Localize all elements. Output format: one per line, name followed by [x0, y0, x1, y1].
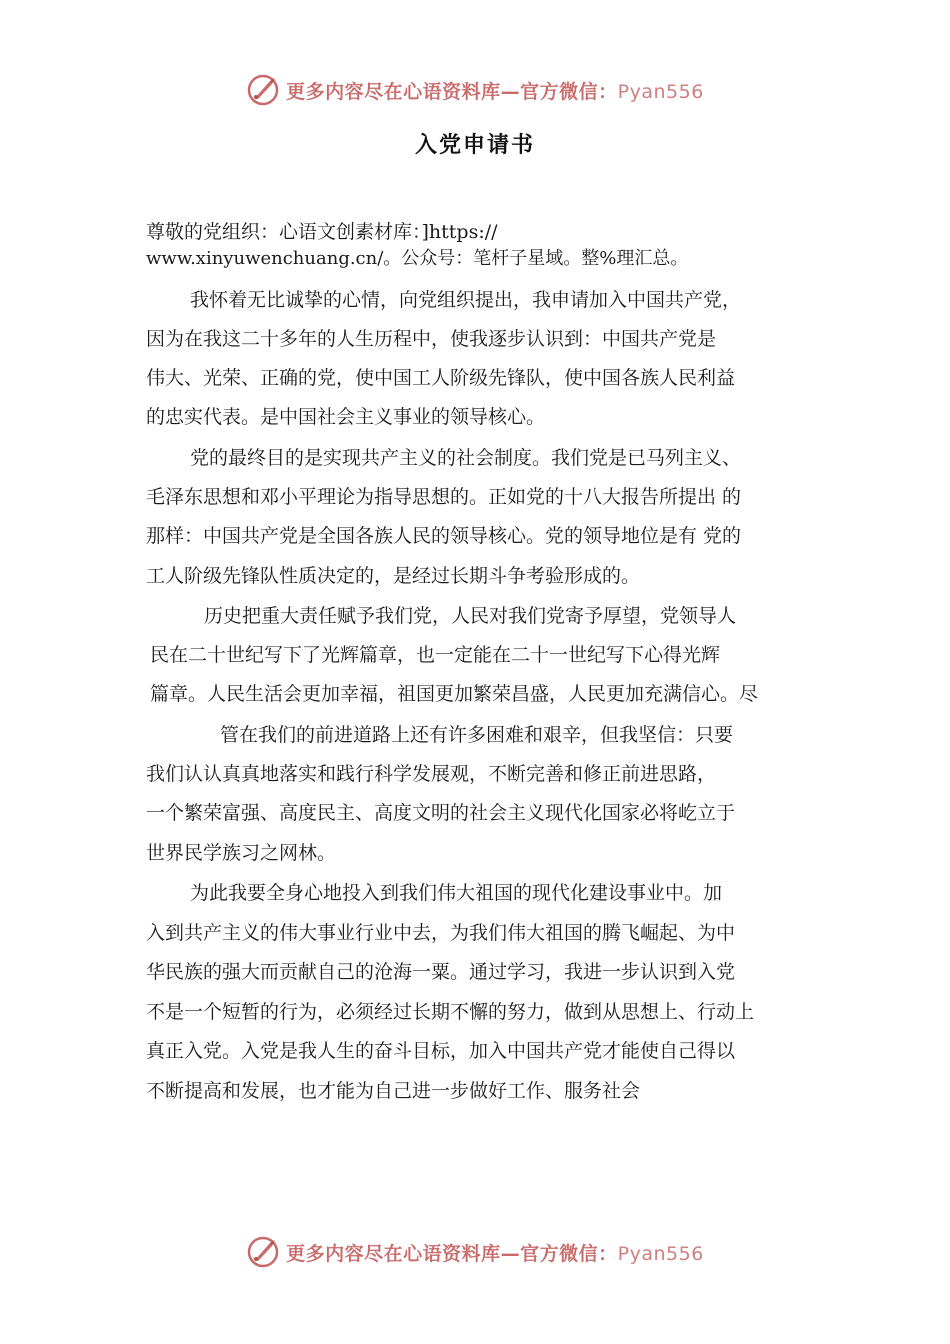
footer-banner [0, 1232, 950, 1272]
body-line: 管在我们的前进道路上还有许多困难和艰辛，但我坚信：只要 [220, 724, 734, 746]
body-line: 不断提高和发展，也才能为自己进一步做好工作、服务社会 [146, 1080, 641, 1102]
body-line: 毛泽东思想和邓小平理论为指导思想的。正如党的十八大报告所提出 的 [146, 486, 742, 508]
footer-wechat-id: Pyan556 [617, 1242, 704, 1265]
body-line: 真正入党。入党是我人生的奋斗目标，加入中国共产党才能使自己得以 [146, 1040, 736, 1062]
header-banner-text: 更多内容尽在心语资料库—官方微信：Pyan556 [286, 80, 704, 103]
body-line: 篇章。人民生活会更加幸福，祖国更加繁荣昌盛，人民更加充满信心。尽 [150, 683, 759, 705]
body-line: 伟大、光荣、正确的党，使中国工人阶级先锋队，使中国各族人民利益 [146, 367, 736, 389]
body-line: 入到共产主义的伟大事业行业中去，为我们伟大祖国的腾飞崛起、为中 [146, 922, 736, 944]
body-line: 因为在我这二十多年的人生历程中，使我逐步认识到：中国共产党是 [146, 328, 717, 350]
body-line: 工人阶级先锋队性质决定的，是经过长期斗争考验形成的。 [146, 565, 641, 587]
body-line: 世界民学族习之网林。 [146, 842, 337, 864]
body-line: 华民族的强大而贡献自己的沧海一粟。通过学习，我进一步认识到入党 [146, 961, 736, 983]
body-line: 一个繁荣富强、高度民主、高度文明的社会主义现代化国家必将屹立于 [146, 802, 736, 824]
body-line: 为此我要全身心地投入到我们伟大祖国的现代化建设事业中。加 [190, 882, 723, 904]
quill-logo-icon [246, 1235, 280, 1269]
body-line: 党的最终目的是实现共产主义的社会制度。我们党是已马列主义、 [190, 447, 742, 469]
body-line: 我怀着无比诚挚的心情，向党组织提出，我申请加入中国共产党， [190, 289, 742, 311]
body-line: 的忠实代表。是中国社会主义事业的领导核心。 [146, 406, 546, 428]
body-line: www.xinyuwenchuang.cn/。公众号：笔杆子星域。整%理汇总。 [146, 248, 689, 269]
header-wechat-id: Pyan556 [617, 80, 704, 103]
body-line: 我们认认真真地落实和践行科学发展观，不断完善和修正前进思路， [146, 763, 717, 785]
body-line: 尊敬的党组织：心语文创素材库：]https:// [146, 221, 498, 243]
quill-logo-icon [246, 73, 280, 107]
page-title: 入党申请书 [414, 133, 535, 158]
body-line: 历史把重大责任赋予我们党，人民对我们党寄予厚望，党领导人 [204, 605, 737, 627]
footer-banner-text: 更多内容尽在心语资料库—官方微信：Pyan556 [286, 1242, 704, 1265]
body-line: 不是一个短暂的行为，必须经过长期不懈的努力，做到从思想上、行动上 [146, 1001, 755, 1023]
header-banner [0, 70, 950, 110]
body-line: 民在二十世纪写下了光辉篇章，也一定能在二十一世纪写下心得光辉 [150, 644, 721, 666]
body-line: 那样：中国共产党是全国各族人民的领导核心。党的领导地位是有 党的 [146, 525, 742, 547]
